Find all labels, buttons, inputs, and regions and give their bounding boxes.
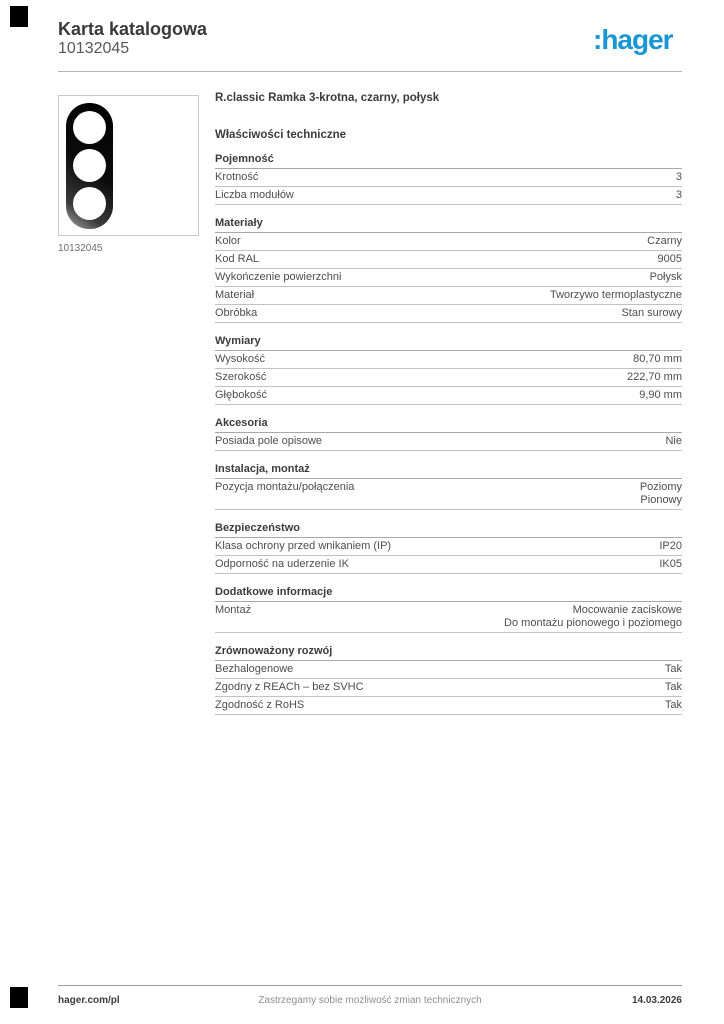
spec-group-title: Materiały bbox=[215, 217, 682, 233]
spec-value-line: Pionowy bbox=[640, 494, 682, 506]
spec-label: Pozycja montażu/połączenia bbox=[215, 481, 355, 493]
spec-label: Posiada pole opisowe bbox=[215, 435, 323, 447]
spec-row bbox=[215, 556, 682, 574]
catalog-number: 10132045 bbox=[58, 40, 130, 57]
spec-group bbox=[215, 153, 682, 205]
spec-value bbox=[504, 604, 682, 630]
spec-value-line: 3 bbox=[675, 189, 682, 201]
spec-value bbox=[550, 289, 682, 302]
spec-value-line: 3 bbox=[675, 171, 682, 183]
spec-value bbox=[676, 171, 682, 184]
spec-value bbox=[640, 481, 682, 507]
spec-group-title: Pojemność bbox=[215, 153, 682, 169]
frame-opening bbox=[73, 187, 106, 220]
spec-group-title: Zrównoważony rozwój bbox=[215, 645, 682, 661]
spec-row bbox=[215, 169, 682, 187]
product-name: R.classic Ramka 3-krotna, czarny, połysk bbox=[215, 92, 440, 104]
print-mark-bottom-left bbox=[10, 987, 28, 1008]
spec-row bbox=[215, 602, 682, 633]
spec-label: Krotność bbox=[215, 171, 259, 183]
spec-row bbox=[215, 679, 682, 697]
spec-group-title: Wymiary bbox=[215, 335, 682, 351]
spec-value-line: 222,70 mm bbox=[626, 371, 682, 383]
spec-value-line: IP20 bbox=[659, 540, 682, 552]
spec-value bbox=[658, 253, 682, 266]
spec-group bbox=[215, 217, 682, 323]
spec-label: Bezhalogenowe bbox=[215, 663, 294, 675]
spec-label: Zgodność z RoHS bbox=[215, 699, 305, 711]
spec-group-title: Bezpieczeństwo bbox=[215, 522, 682, 538]
frame-photo bbox=[66, 103, 113, 229]
spec-value-line: Tworzywo termoplastyczne bbox=[549, 289, 682, 301]
header-divider bbox=[58, 71, 682, 72]
spec-value-line: 80,70 mm bbox=[633, 353, 682, 365]
spec-value-line: Do montażu pionowego i poziomego bbox=[504, 617, 682, 629]
spec-label: Kod RAL bbox=[215, 253, 260, 265]
footer-divider bbox=[58, 985, 682, 986]
spec-value-line: 9005 bbox=[657, 253, 682, 265]
spec-column bbox=[215, 92, 682, 715]
spec-group-title: Akcesoria bbox=[215, 417, 682, 433]
spec-value-line: IK05 bbox=[659, 558, 682, 570]
product-image bbox=[58, 95, 199, 236]
spec-row bbox=[215, 369, 682, 387]
spec-label: Szerokość bbox=[215, 371, 267, 383]
spec-label: Wysokość bbox=[215, 353, 266, 365]
spec-label: Wykończenie powierzchni bbox=[215, 271, 342, 283]
spec-group bbox=[215, 645, 682, 715]
spec-row bbox=[215, 661, 682, 679]
frame-opening bbox=[73, 149, 106, 182]
hager-website-link[interactable]: hager.com/pl bbox=[58, 995, 120, 1006]
spec-label: Głębokość bbox=[215, 389, 267, 401]
spec-value-line: Nie bbox=[665, 435, 682, 447]
footer-date: 14.03.2026 bbox=[631, 995, 682, 1006]
spec-row bbox=[215, 538, 682, 556]
spec-value bbox=[633, 353, 682, 366]
spec-value-line: Połysk bbox=[649, 271, 682, 283]
spec-value-line: Poziomy bbox=[639, 481, 682, 493]
spec-value bbox=[665, 681, 682, 694]
footer-disclaimer: Zastrzegamy sobie możliwość zmian technicznych bbox=[258, 995, 482, 1006]
spec-value bbox=[647, 235, 682, 248]
spec-value-line: Mocowanie zaciskowe bbox=[572, 604, 682, 616]
spec-row bbox=[215, 233, 682, 251]
spec-label: Odporność na uderzenie IK bbox=[215, 558, 349, 570]
page-title: Karta katalogowa bbox=[58, 19, 208, 39]
spec-row bbox=[215, 305, 682, 323]
spec-row bbox=[215, 351, 682, 369]
spec-row bbox=[215, 387, 682, 405]
print-mark-top-left bbox=[10, 6, 28, 27]
spec-row bbox=[215, 697, 682, 715]
spec-label: Kolor bbox=[215, 235, 241, 247]
hager-logo: :hager bbox=[593, 24, 673, 55]
spec-group bbox=[215, 417, 682, 451]
spec-row bbox=[215, 479, 682, 510]
spec-value bbox=[659, 540, 682, 553]
spec-value bbox=[627, 371, 682, 384]
spec-groups bbox=[215, 153, 682, 715]
spec-label: Montaż bbox=[215, 604, 252, 616]
spec-group-title: Dodatkowe informacje bbox=[215, 586, 682, 602]
spec-label: Materiał bbox=[215, 289, 255, 301]
spec-group bbox=[215, 522, 682, 574]
spec-value-line: Stan surowy bbox=[621, 307, 682, 319]
spec-row bbox=[215, 433, 682, 451]
spec-value bbox=[665, 663, 682, 676]
spec-row bbox=[215, 251, 682, 269]
section-title: Właściwości techniczne bbox=[215, 129, 347, 141]
spec-label: Zgodny z REACh – bez SVHC bbox=[215, 681, 364, 693]
spec-value bbox=[665, 435, 682, 448]
product-image-caption: 10132045 bbox=[58, 243, 103, 254]
spec-value-line: Tak bbox=[664, 699, 682, 711]
spec-value bbox=[639, 389, 682, 402]
spec-value bbox=[650, 271, 682, 284]
spec-label: Obróbka bbox=[215, 307, 258, 319]
spec-value-line: Czarny bbox=[647, 235, 682, 247]
spec-group-title: Instalacja, montaż bbox=[215, 463, 682, 479]
spec-value bbox=[659, 558, 682, 571]
spec-group bbox=[215, 335, 682, 405]
spec-group bbox=[215, 586, 682, 633]
spec-row bbox=[215, 187, 682, 205]
spec-value bbox=[621, 307, 682, 320]
spec-group bbox=[215, 463, 682, 510]
spec-label: Klasa ochrony przed wnikaniem (IP) bbox=[215, 540, 392, 552]
spec-value-line: Tak bbox=[664, 663, 682, 675]
frame-opening bbox=[73, 111, 106, 144]
spec-value bbox=[676, 189, 682, 202]
spec-value bbox=[665, 699, 682, 712]
spec-value-line: 9,90 mm bbox=[639, 389, 682, 401]
spec-row bbox=[215, 287, 682, 305]
spec-label: Liczba modułów bbox=[215, 189, 294, 201]
spec-value-line: Tak bbox=[664, 681, 682, 693]
spec-row bbox=[215, 269, 682, 287]
